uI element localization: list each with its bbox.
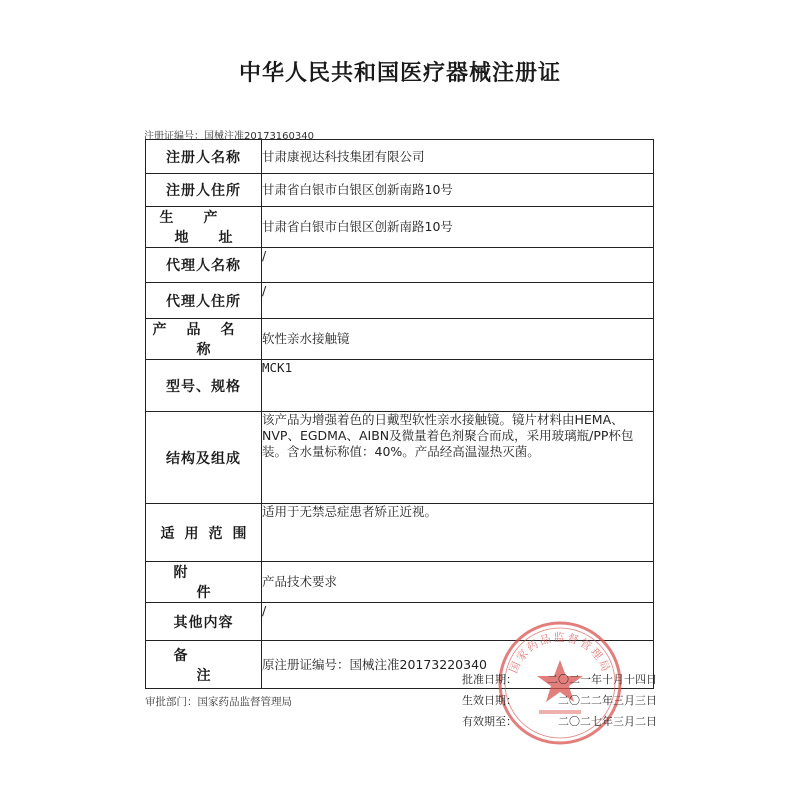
table-row xyxy=(146,319,654,360)
row-value: MCK1 xyxy=(262,360,654,412)
row-value: 甘肃康视达科技集团有限公司 xyxy=(262,140,654,174)
row-label: 代理人名称 xyxy=(146,248,262,283)
expiry-date-label: 有效期至： xyxy=(462,715,517,728)
approval-dept: 国家药品监督管理局 xyxy=(197,696,292,708)
registration-number-label: 注册证编号： xyxy=(144,131,204,142)
approval-department xyxy=(145,694,292,709)
approval-date-row xyxy=(462,669,657,690)
row-label: 备注 xyxy=(146,641,262,689)
effective-date-label: 生效日期： xyxy=(462,694,517,707)
document-title: 中华人民共和国医疗器械注册证 xyxy=(238,61,561,86)
row-label: 其他内容 xyxy=(146,603,262,641)
row-value: / xyxy=(262,248,654,283)
table-row xyxy=(146,283,654,319)
date-block xyxy=(462,669,657,732)
row-value: 该产品为增强着色的日戴型软性亲水接触镜。镜片材料由HEMA、NVP、EGDMA、AIBN及微量着色剂聚合而成，采用玻璃瓶/PP杯包装。含水量标称值：40%。产品经高温湿热灭菌。 xyxy=(262,412,654,504)
row-label: 结构及组成 xyxy=(146,412,262,504)
approval-date-label: 批准日期： xyxy=(462,673,517,686)
registration-number: 国械注准20173160340 xyxy=(204,131,314,142)
table-row xyxy=(146,562,654,603)
row-label: 附件 xyxy=(146,562,262,603)
approval-dept-label: 审批部门： xyxy=(145,696,198,708)
table-row xyxy=(146,360,654,412)
table-row xyxy=(146,412,654,504)
row-label: 型号、规格 xyxy=(146,360,262,412)
table-row xyxy=(146,174,654,207)
table-row xyxy=(146,248,654,283)
table-row xyxy=(146,504,654,562)
row-label: 注册人名称 xyxy=(146,140,262,174)
effective-date: 二〇二二年三月三日 xyxy=(558,694,657,707)
table-row xyxy=(146,140,654,174)
row-value: 软性亲水接触镜 xyxy=(262,319,654,360)
expiry-date: 二〇二七年三月二日 xyxy=(558,715,657,728)
row-label: 注册人住所 xyxy=(146,174,262,207)
svg-text:国家药品监督管理局: 国家药品监督管理局 xyxy=(507,631,613,676)
certificate-table xyxy=(145,139,654,689)
row-value: 原注册证编号：国械注准20173220340 xyxy=(262,641,654,689)
row-label: 产品名称 xyxy=(146,319,262,360)
row-value: / xyxy=(262,283,654,319)
table-row xyxy=(146,207,654,248)
row-value: 适用于无禁忌症患者矫正近视。 xyxy=(262,504,654,562)
row-value: 甘肃省白银市白银区创新南路10号 xyxy=(262,174,654,207)
row-value: / xyxy=(262,603,654,641)
expiry-date-row xyxy=(462,711,657,732)
row-label: 生产地址 xyxy=(146,207,262,248)
row-value: 甘肃省白银市白银区创新南路10号 xyxy=(262,207,654,248)
approval-date: 二〇二一年十月十四日 xyxy=(547,673,657,686)
effective-date-row xyxy=(462,690,657,711)
row-label: 适用范围 xyxy=(146,504,262,562)
row-value: 产品技术要求 xyxy=(262,562,654,603)
row-label: 代理人住所 xyxy=(146,283,262,319)
